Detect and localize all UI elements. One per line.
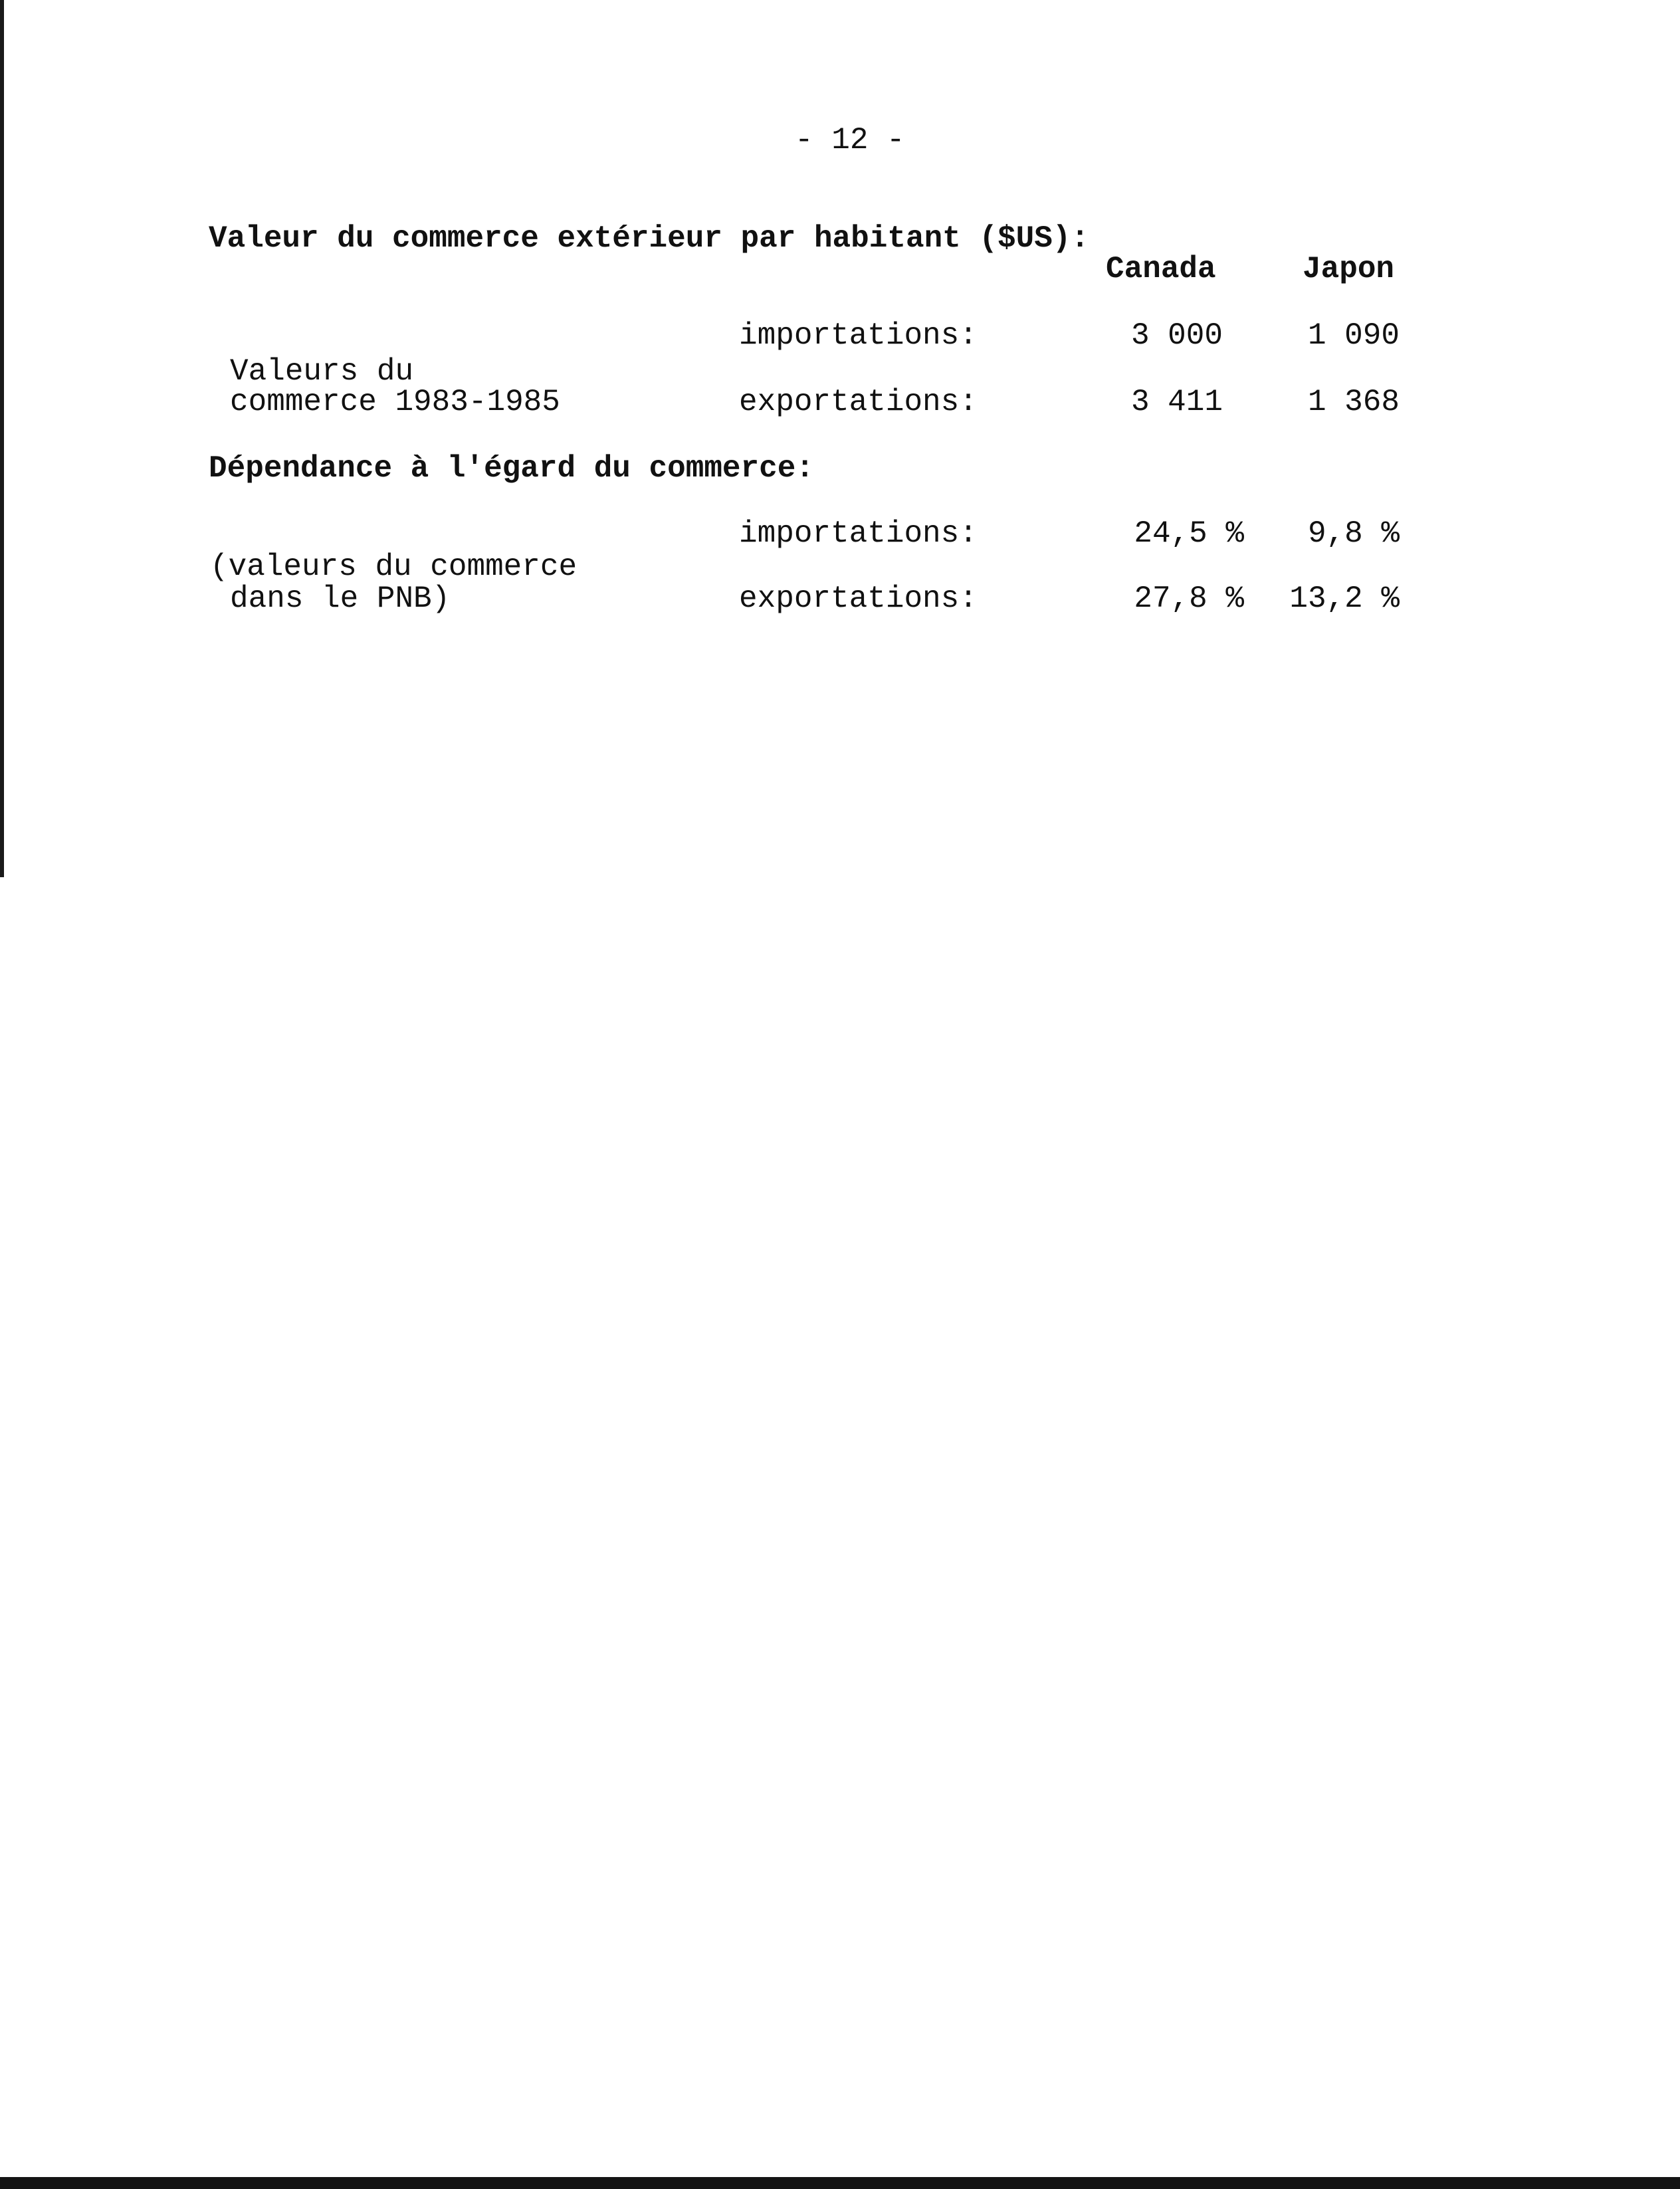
group-label-pnb-line-1: (valeurs du commerce — [210, 550, 578, 584]
section-title-trade-value: Valeur du commerce extérieur par habitant ($US): — [209, 221, 1090, 256]
section-title-trade-dependence: Dépendance à l'égard du commerce: — [209, 451, 814, 486]
page-bottom-edge — [0, 2177, 1680, 2189]
group-label-line-1: Valeurs du — [230, 354, 414, 389]
cell-japon-importations-pct: 9,8 % — [1307, 516, 1400, 551]
group-label-line-2: commerce 1983-1985 — [230, 385, 560, 419]
cell-canada-importations-pct: 24,5 % — [1134, 516, 1244, 551]
column-header-japon: Japon — [1303, 252, 1395, 286]
cell-japon-importations: 1 090 — [1307, 318, 1400, 353]
cell-canada-importations: 3 000 — [1130, 318, 1223, 353]
cell-japon-exportations-pct: 13,2 % — [1289, 581, 1400, 616]
row-label-importations-pct: importations: — [739, 516, 978, 551]
row-label-exportations-pct: exportations: — [739, 581, 978, 616]
cell-canada-exportations: 3 411 — [1130, 385, 1223, 419]
cell-japon-exportations: 1 368 — [1307, 385, 1400, 419]
row-label-importations: importations: — [739, 318, 978, 353]
column-header-canada: Canada — [1106, 252, 1216, 286]
cell-canada-exportations-pct: 27,8 % — [1134, 581, 1244, 616]
row-label-exportations: exportations: — [739, 385, 978, 419]
page-left-edge — [0, 0, 4, 877]
page-number: - 12 - — [795, 123, 905, 157]
group-label-pnb-line-2: dans le PNB) — [230, 581, 451, 616]
